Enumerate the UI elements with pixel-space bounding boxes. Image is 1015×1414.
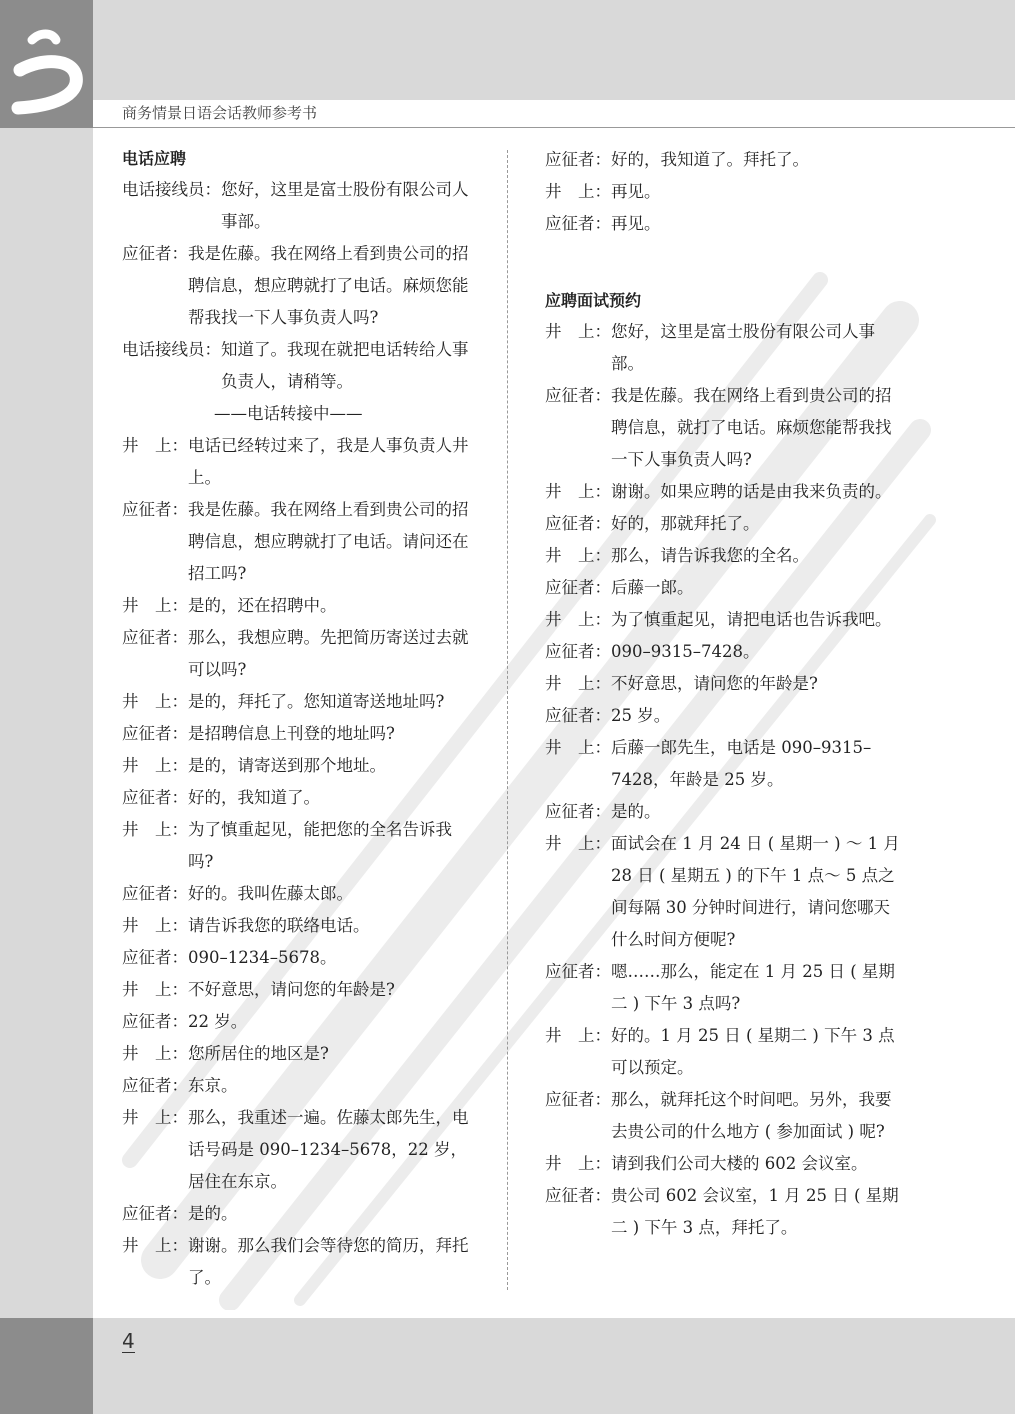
speaker-label: 井 上： — [545, 546, 611, 565]
utterance-text: 您好，这里是富士股份有限公司人事部。 — [611, 322, 875, 373]
column-divider — [507, 150, 508, 1290]
dialogue-phone-application — [122, 174, 477, 1294]
dialogue-line — [545, 476, 905, 508]
dialogue-line — [122, 814, 477, 878]
utterance-text: 谢谢。那么我们会等待您的简历，拜托了。 — [188, 1236, 469, 1287]
dialogue-line — [545, 144, 905, 176]
speaker-label: 应征者： — [122, 884, 188, 903]
utterance-text: 好的。我叫佐藤太郎。 — [188, 884, 353, 903]
speaker-label: 应征者： — [122, 724, 188, 743]
speaker-label: 应征者： — [122, 948, 188, 967]
utterance-text: 是的，请寄送到那个地址。 — [188, 756, 386, 775]
brush-logo-icon — [6, 18, 86, 118]
dialogue-line — [122, 1198, 477, 1230]
speaker-label: 应征者： — [122, 788, 188, 807]
utterance-text: 请到我们公司大楼的 602 会议室。 — [611, 1154, 868, 1173]
dialogue-line — [545, 956, 905, 1020]
speaker-label: 应征者： — [122, 1076, 188, 1095]
dialogue-continuation — [545, 144, 905, 240]
dialogue-line — [545, 572, 905, 604]
dialogue-line — [122, 1102, 477, 1198]
utterance-text: 好的，那就拜托了。 — [611, 514, 760, 533]
speaker-label: 井 上： — [122, 820, 188, 839]
speaker-label: 井 上： — [545, 674, 611, 693]
dialogue-line — [545, 1020, 905, 1084]
utterance-text: 22 岁。 — [188, 1012, 248, 1031]
speaker-label: 井 上： — [545, 834, 611, 853]
utterance-text: 我是佐藤。我在网络上看到贵公司的招聘信息，就打了电话。麻烦您能帮我找一下人事负责人吗? — [611, 386, 892, 469]
header-rule — [93, 127, 1015, 128]
dialogue-line — [545, 380, 905, 476]
dialogue-line — [545, 1084, 905, 1148]
dialogue-line — [545, 208, 905, 240]
book-title: 商务情景日语会话教师参考书 — [122, 104, 318, 122]
utterance-text: 电话已经转过来了，我是人事负责人井上。 — [188, 436, 469, 487]
utterance-text: 090–1234–5678。 — [188, 948, 337, 967]
dialogue-line — [122, 494, 477, 590]
utterance-text: 为了慎重起见，能把您的全名告诉我吗? — [188, 820, 452, 871]
utterance-text: 您所居住的地区是? — [188, 1044, 329, 1063]
speaker-label: 电话接线员： — [122, 180, 221, 199]
speaker-label: 应征者： — [122, 1012, 188, 1031]
utterance-text: 那么，我重述一遍。佐藤太郎先生，电话号码是 090–1234–5678，22 岁，居住在东京。 — [188, 1108, 469, 1191]
speaker-label: 应征者： — [545, 214, 611, 233]
utterance-text: 是的，还在招聘中。 — [188, 596, 337, 615]
speaker-label: 应征者： — [122, 1204, 188, 1223]
utterance-text: 那么，我想应聘。先把简历寄送过去就可以吗? — [188, 628, 469, 679]
speaker-label: 应征者： — [545, 1186, 611, 1205]
utterance-text: 25 岁。 — [611, 706, 671, 725]
dialogue-line — [122, 430, 477, 494]
speaker-label: 应征者： — [545, 386, 611, 405]
speaker-label: 井 上： — [545, 482, 611, 501]
utterance-text: 是招聘信息上刊登的地址吗? — [188, 724, 395, 743]
dialogue-line — [122, 1070, 477, 1102]
speaker-label: 井 上： — [545, 1154, 611, 1173]
utterance-text: 那么，就拜托这个时间吧。另外，我要去贵公司的什么地方 ( 参加面试 ) 呢? — [611, 1090, 892, 1141]
dialogue-line — [122, 1006, 477, 1038]
utterance-text: 那么，请告诉我您的全名。 — [611, 546, 809, 565]
speaker-label: 井 上： — [122, 1044, 188, 1063]
dialogue-line — [122, 782, 477, 814]
utterance-text: 再见。 — [611, 214, 661, 233]
speaker-label: 井 上： — [122, 916, 188, 935]
dialogue-line — [545, 1148, 905, 1180]
speaker-label: 应征者： — [545, 1090, 611, 1109]
speaker-label: 应征者： — [545, 802, 611, 821]
section-title-interview-booking: 应聘面试预约 — [545, 291, 642, 310]
utterance-text: 后藤一郎先生，电话是 090–9315–7428，年龄是 25 岁。 — [611, 738, 872, 789]
utterance-text: 好的，我知道了。 — [188, 788, 320, 807]
dialogue-line — [122, 174, 477, 238]
utterance-text: 面试会在 1 月 24 日 ( 星期一 ) ～ 1 月 28 日 ( 星期五 ) 的下午 1 点～ 5 点之间每隔 30 分钟时间进行，请问您哪天什么时间方便呢? — [611, 834, 900, 949]
speaker-label: 井 上： — [122, 980, 188, 999]
dialogue-line — [122, 1038, 477, 1070]
speaker-label: 应征者： — [545, 642, 611, 661]
speaker-label: 井 上： — [122, 692, 188, 711]
dialogue-line — [122, 238, 477, 334]
utterance-text: 为了慎重起见，请把电话也告诉我吧。 — [611, 610, 892, 629]
dialogue-line — [122, 1230, 477, 1294]
dialogue-line — [122, 334, 477, 398]
utterance-text: 我是佐藤。我在网络上看到贵公司的招聘信息，想应聘就打了电话。麻烦您能帮我找一下人事负责人吗? — [188, 244, 469, 327]
dialogue-line — [122, 750, 477, 782]
speaker-label: 井 上： — [122, 436, 188, 455]
speaker-label: 井 上： — [122, 1108, 188, 1127]
dialogue-line — [122, 878, 477, 910]
speaker-label: 井 上： — [545, 182, 611, 201]
speaker-label: 井 上： — [545, 738, 611, 757]
dialogue-line — [545, 668, 905, 700]
dialogue-line — [545, 828, 905, 956]
dialogue-line — [545, 700, 905, 732]
speaker-label: 井 上： — [122, 1236, 188, 1255]
dialogue-line — [122, 942, 477, 974]
speaker-label: 井 上： — [545, 322, 611, 341]
dialogue-line — [545, 796, 905, 828]
dialogue-line — [545, 604, 905, 636]
utterance-text: 好的，我知道了。拜托了。 — [611, 150, 809, 169]
dialogue-line — [545, 508, 905, 540]
stage-note: ——电话转接中—— — [214, 404, 363, 423]
speaker-label: 应征者： — [545, 578, 611, 597]
speaker-label: 井 上： — [545, 1026, 611, 1045]
dialogue-line — [122, 974, 477, 1006]
left-margin-band — [0, 0, 93, 1414]
utterance-text: 不好意思，请问您的年龄是? — [611, 674, 818, 693]
speaker-label: 应征者： — [545, 962, 611, 981]
utterance-text: 谢谢。如果应聘的话是由我来负责的。 — [611, 482, 892, 501]
utterance-text: 东京。 — [188, 1076, 238, 1095]
dialogue-line — [545, 540, 905, 572]
utterance-text: 贵公司 602 会议室，1 月 25 日 ( 星期二 ) 下午 3 点，拜托了。 — [611, 1186, 899, 1237]
dialogue-line — [122, 622, 477, 686]
speaker-label: 井 上： — [545, 610, 611, 629]
left-column — [122, 144, 477, 1294]
speaker-label: 应征者： — [545, 706, 611, 725]
utterance-text: 请告诉我您的联络电话。 — [188, 916, 370, 935]
dialogue-line — [545, 316, 905, 380]
page-number: 4 — [122, 1329, 135, 1353]
corner-logo-block — [0, 0, 93, 128]
utterance-text: 是的，拜托了。您知道寄送地址吗? — [188, 692, 445, 711]
dialogue-line — [122, 686, 477, 718]
dialogue-line — [545, 732, 905, 796]
speaker-label: 应征者： — [545, 150, 611, 169]
utterance-text: 知道了。我现在就把电话转给人事负责人，请稍等。 — [221, 340, 469, 391]
section-title-phone-application: 电话应聘 — [122, 149, 187, 168]
right-column — [545, 144, 905, 1244]
utterance-text: 我是佐藤。我在网络上看到贵公司的招聘信息，想应聘就打了电话。请问还在招工吗? — [188, 500, 469, 583]
utterance-text: 后藤一郎。 — [611, 578, 694, 597]
footer-corner-block — [0, 1318, 93, 1414]
speaker-label: 井 上： — [122, 596, 188, 615]
utterance-text: 好的。1 月 25 日 ( 星期二 ) 下午 3 点可以预定。 — [611, 1026, 895, 1077]
dialogue-line — [122, 718, 477, 750]
utterance-text: 不好意思，请问您的年龄是? — [188, 980, 395, 999]
utterance-text: 是的。 — [188, 1204, 238, 1223]
dialogue-interview-booking — [545, 316, 905, 1244]
header-band — [93, 0, 1015, 100]
speaker-label: 应征者： — [122, 244, 188, 263]
utterance-text: 嗯……那么，能定在 1 月 25 日 ( 星期二 ) 下午 3 点吗? — [611, 962, 895, 1013]
dialogue-line — [122, 910, 477, 942]
dialogue-line — [545, 636, 905, 668]
dialogue-line — [545, 1180, 905, 1244]
utterance-text: 再见。 — [611, 182, 661, 201]
speaker-label: 井 上： — [122, 756, 188, 775]
speaker-label: 应征者： — [122, 628, 188, 647]
utterance-text: 是的。 — [611, 802, 661, 821]
dialogue-line — [545, 176, 905, 208]
footer-band — [93, 1318, 1015, 1414]
speaker-label: 应征者： — [122, 500, 188, 519]
utterance-text: 您好，这里是富士股份有限公司人事部。 — [221, 180, 469, 231]
speaker-label: 应征者： — [545, 514, 611, 533]
utterance-text: 090–9315–7428。 — [611, 642, 760, 661]
speaker-label: 电话接线员： — [122, 340, 221, 359]
dialogue-line — [122, 590, 477, 622]
